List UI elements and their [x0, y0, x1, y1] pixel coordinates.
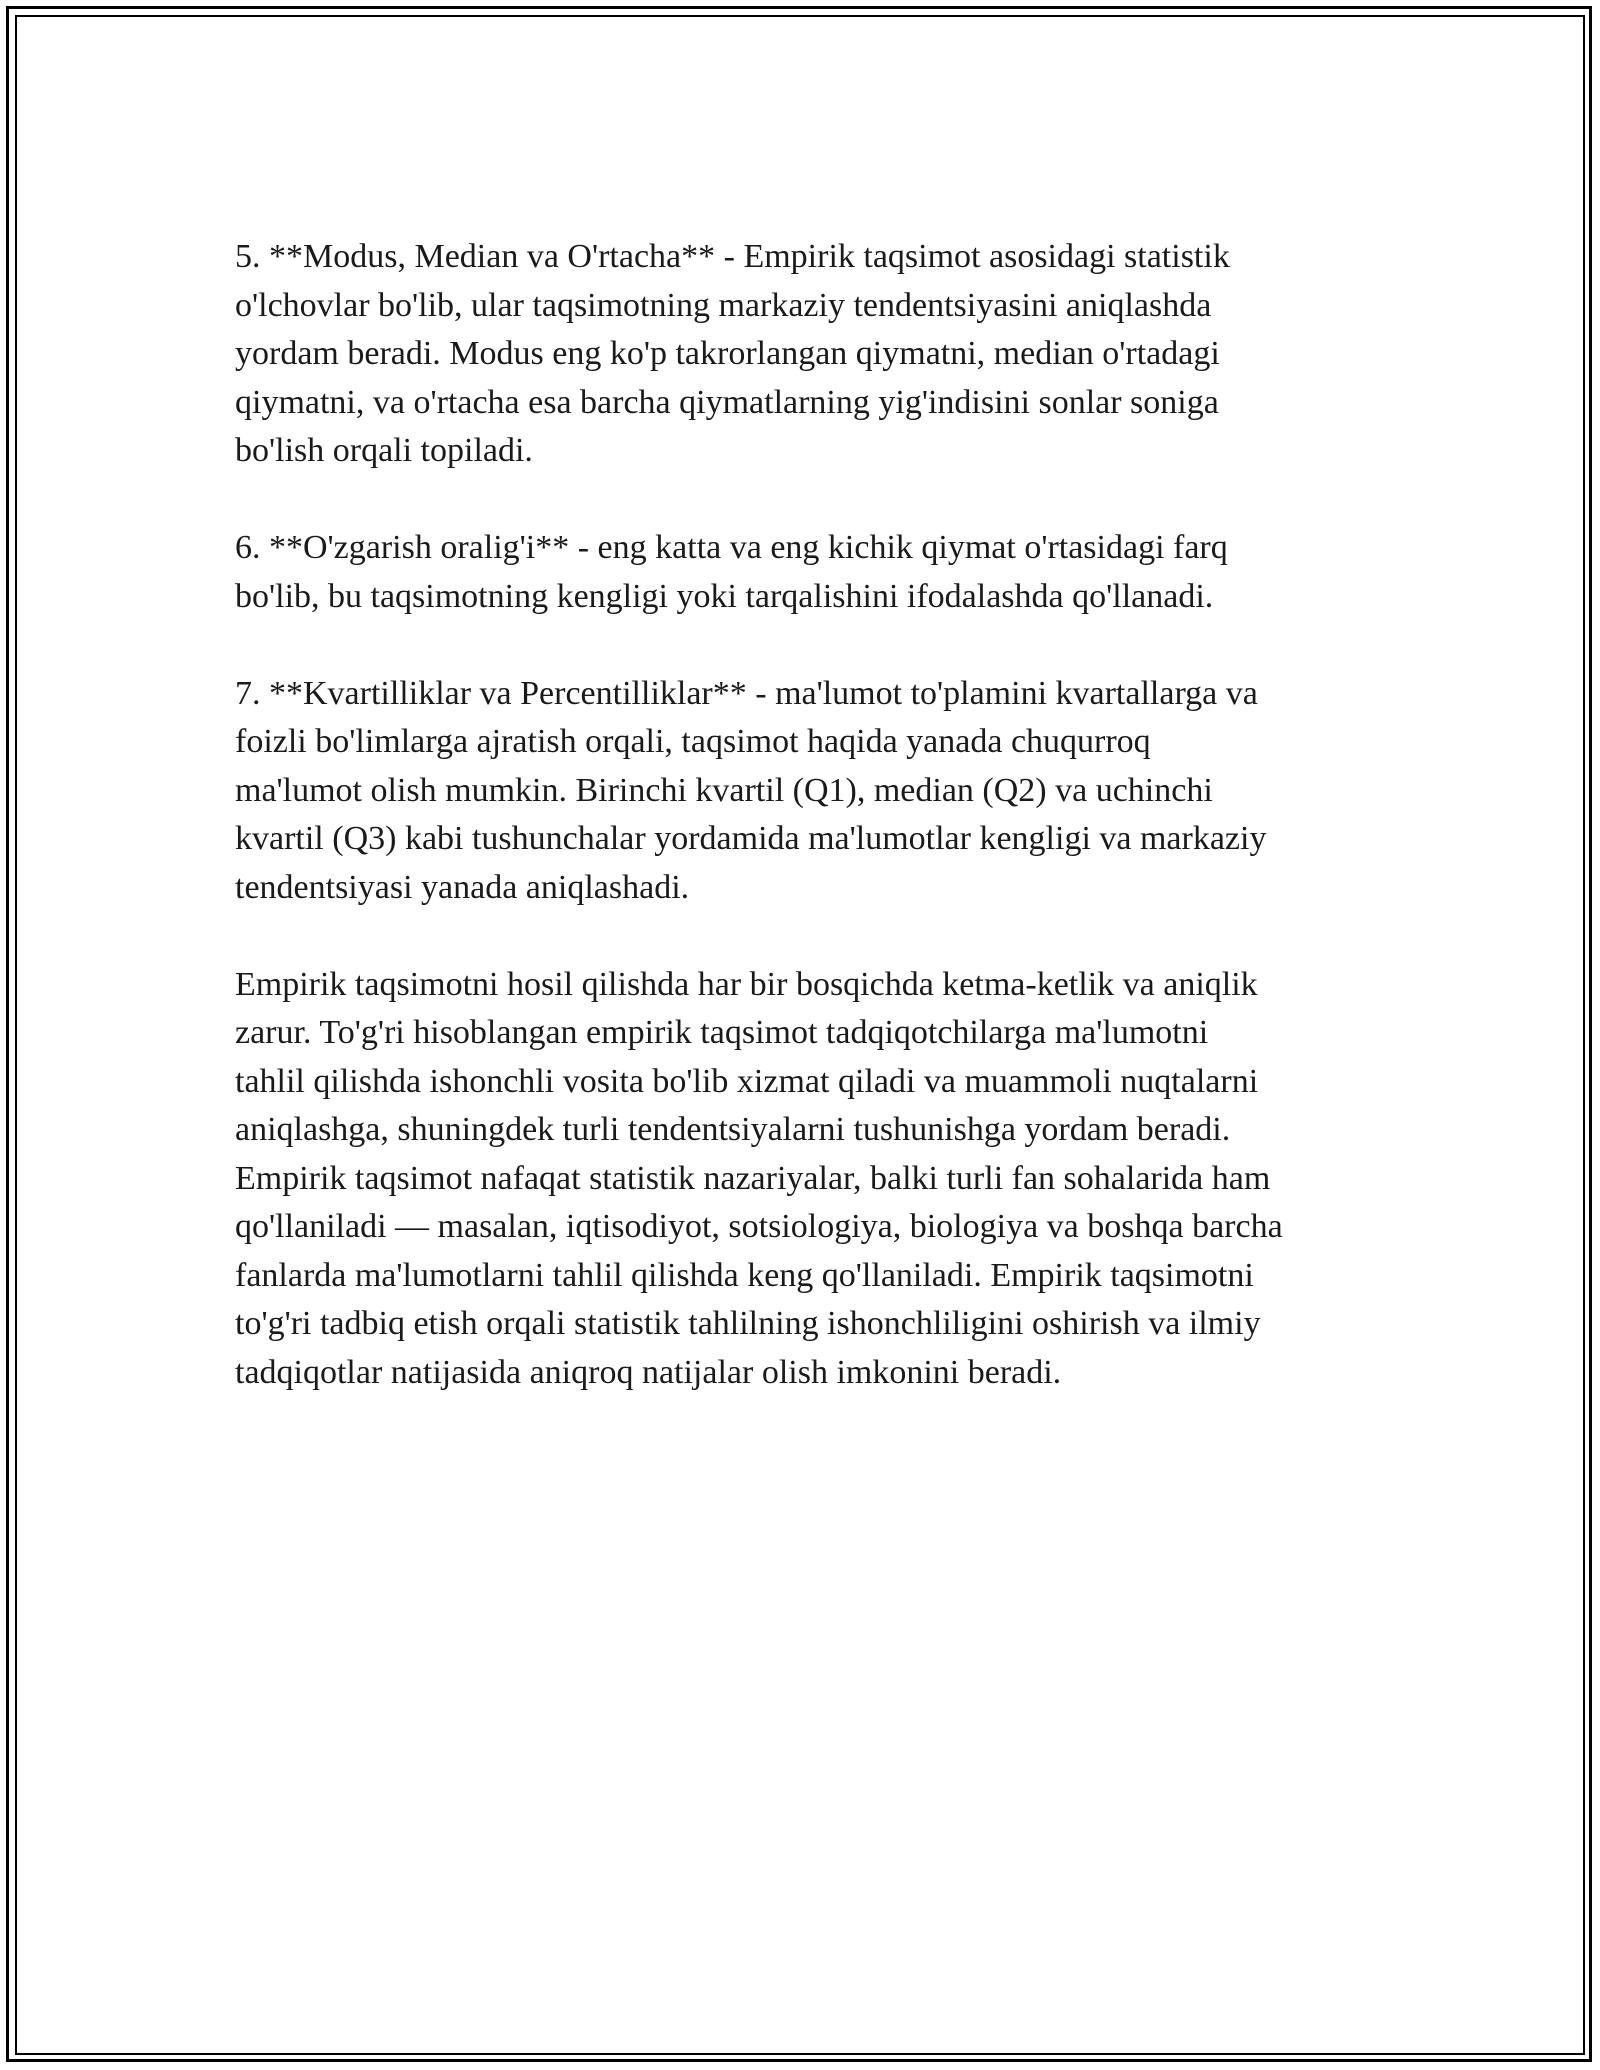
text-line: tendentsiyasi yanada aniqlashadi.: [235, 868, 690, 906]
text-line: Empirik taqsimotni hosil qilishda har bir bosqichda ketma-ketlik va aniqlik: [235, 965, 1258, 1003]
text-line: bo'lib, bu taqsimotning kengligi yoki tarqalishini ifodalashda qo'llanadi.: [235, 577, 1214, 615]
text-line: fanlarda ma'lumotlarni tahlil qilishda keng qo'llaniladi. Empirik taqsimotni: [235, 1256, 1254, 1294]
paragraph-kvartilliklar: [235, 670, 1385, 913]
text-line: qo'llaniladi — masalan, iqtisodiyot, sotsiologiya, biologiya va boshqa barcha: [235, 1208, 1283, 1245]
text-line: aniqlashga, shuningdek turli tendentsiyalarni tushunishga yordam beradi.: [235, 1111, 1231, 1148]
text-line: yordam beradi. Modus eng ko'p takrorlangan qiymatni, median o'rtadagi: [235, 335, 1220, 372]
text-line: 6. **O'zgarish oralig'i** - eng katta va eng kichik qiymat o'rtasidagi farq: [235, 529, 1228, 566]
text-line: tahlil qilishda ishonchli vosita bo'lib xizmat qiladi va muammoli nuqtalarni: [235, 1062, 1259, 1100]
text-line: o'lchovlar bo'lib, ular taqsimotning markaziy tendentsiyasini aniqlashda: [235, 286, 1212, 324]
paragraph-modus-median: [235, 233, 1385, 476]
text-line: qiymatni, va o'rtacha esa barcha qiymatlarning yig'indisini sonlar soniga: [235, 383, 1219, 421]
text-line: bo'lish orqali topiladi.: [235, 432, 533, 469]
text-line: Empirik taqsimot nafaqat statistik nazariyalar, balki turli fan sohalarida ham: [235, 1159, 1271, 1197]
document-body: [235, 233, 1385, 1397]
text-line: to'g'ri tadbiq etish orqali statistik tahlilning ishonchliligini oshirish va ilmiy: [235, 1305, 1261, 1342]
text-line: ma'lumot olish mumkin. Birinchi kvartil (Q1), median (Q2) va uchinchi: [235, 771, 1213, 809]
text-line: tadqiqotlar natijasida aniqroq natijalar olish imkonini beradi.: [235, 1353, 1062, 1391]
text-line: 7. **Kvartilliklar va Percentilliklar** - ma'lumot to'plamini kvartallarga va: [235, 674, 1258, 712]
paragraph-ozgarish-oraligi: [235, 524, 1385, 621]
text-line: foizli bo'limlarga ajratish orqali, taqsimot haqida yanada chuqurroq: [235, 723, 1151, 760]
text-line: 5. **Modus, Median va O'rtacha** - Empirik taqsimot asosidagi statistik: [235, 238, 1230, 275]
text-line: zarur. To'g'ri hisoblangan empirik taqsimot tadqiqotchilarga ma'lumotni: [235, 1014, 1209, 1051]
paragraph-conclusion: [235, 961, 1385, 1398]
text-line: kvartil (Q3) kabi tushunchalar yordamida ma'lumotlar kengligi va markaziy: [235, 820, 1267, 857]
